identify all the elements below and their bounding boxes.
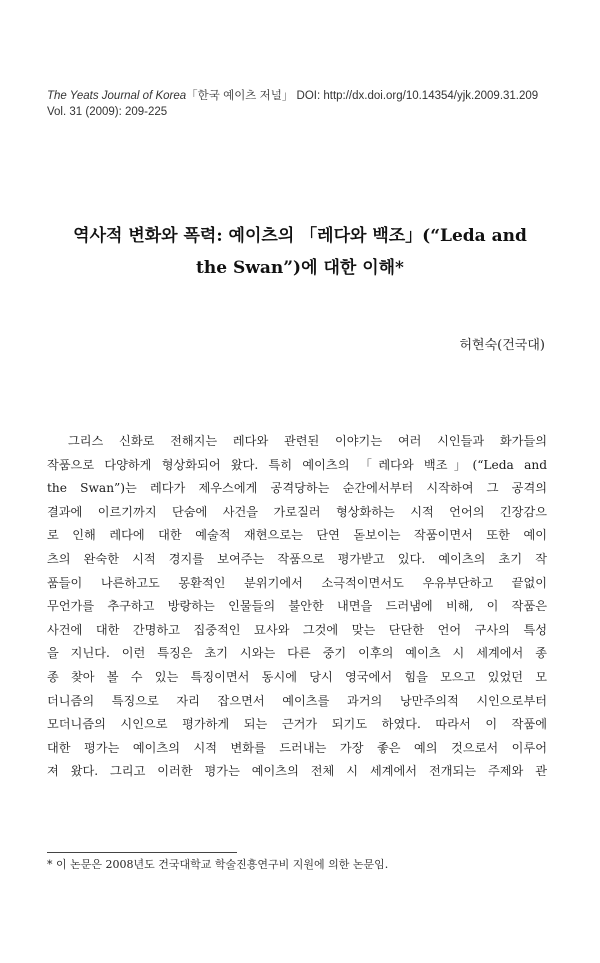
paper-title (40, 220, 560, 284)
journal-header (47, 88, 567, 120)
body-line: 무언가를 추구하고 방랑하는 인물들의 불안한 내면을 드러냄에 비해, 이 작품은 (47, 599, 547, 614)
paper-title-line-2: the Swan”)에 대한 이해* (196, 258, 404, 278)
body-line: 사건에 대한 간명하고 집중적인 묘사와 그것에 맞는 단단한 언어 구사의 특성 (47, 622, 547, 637)
body-line: 결과에 이르기까지 단숨에 사건을 가로질러 형상화하는 시적 언어의 긴장감으 (47, 504, 547, 519)
journal-name-ko: 「한국 예이츠 저널」 (186, 90, 294, 102)
journal-citation-line (47, 88, 567, 104)
doi-link[interactable]: DOI: http://dx.doi.org/10.14354/yjk.2009.31.209 (293, 90, 539, 102)
body-line: 더니즘의 특징으로 자리 잡으면서 예이츠를 과거의 낭만주의적 시인으로부터 (47, 693, 547, 708)
body-line: 져 왔다. 그리고 이러한 평가는 예이츠의 전체 시 세계에서 전개되는 주제와 관 (47, 764, 547, 779)
body-line: 로 인해 레다에 대한 예술적 재현으로는 단연 돋보이는 작품이면서 또한 예이 (47, 528, 547, 543)
volume-info: Vol. 31 (2009): 209-225 (47, 106, 168, 118)
author-affiliation: 허현숙(건국대) (459, 338, 545, 353)
body-text (47, 430, 547, 784)
journal-name-en: The Yeats Journal of Korea (47, 90, 187, 102)
body-line: 모더니즘의 시인으로 평가하게 되는 근거가 되기도 하였다. 따라서 이 작품에 (47, 717, 547, 732)
paper-title-line-1: 역사적 변화와 폭력: 예이츠의 「레다와 백조」(“Leda and (73, 226, 527, 246)
body-line: 작품으로 다양하게 형상화되어 왔다. 특히 예이츠의 「레다와 백조」(“Leda and (47, 457, 547, 472)
body-line: 품들이 나른하고도 몽환적인 분위기에서 소극적이면서도 우유부단하고 끝없이 (47, 575, 547, 590)
footnote: * 이 논문은 2008년도 건국대학교 학술진흥연구비 지원에 의한 논문임. (47, 858, 389, 871)
body-line: 대한 평가는 예이츠의 시적 변화를 드러내는 가장 좋은 예의 것으로서 이루어 (47, 740, 547, 755)
footnote-divider (47, 852, 237, 853)
body-line: 을 지닌다. 이런 특징은 초기 시와는 다른 중기 이후의 예이츠 시 세계에서 종 (47, 646, 547, 661)
body-line: the Swan”)는 레다가 제우스에게 공격당하는 순간에서부터 시작하여 그 공격의 (47, 481, 547, 496)
body-line: 그리스 신화로 전해지는 레다와 관련된 이야기는 여러 시인들과 화가들의 (68, 434, 547, 448)
body-line: 츠의 완숙한 시적 경지를 보여주는 작품으로 평가받고 있다. 예이츠의 초기 작 (47, 551, 547, 566)
body-line: 종 찾아 볼 수 있는 특징이면서 동시에 당시 영국에서 힘을 모으고 있었던 모 (47, 669, 547, 684)
